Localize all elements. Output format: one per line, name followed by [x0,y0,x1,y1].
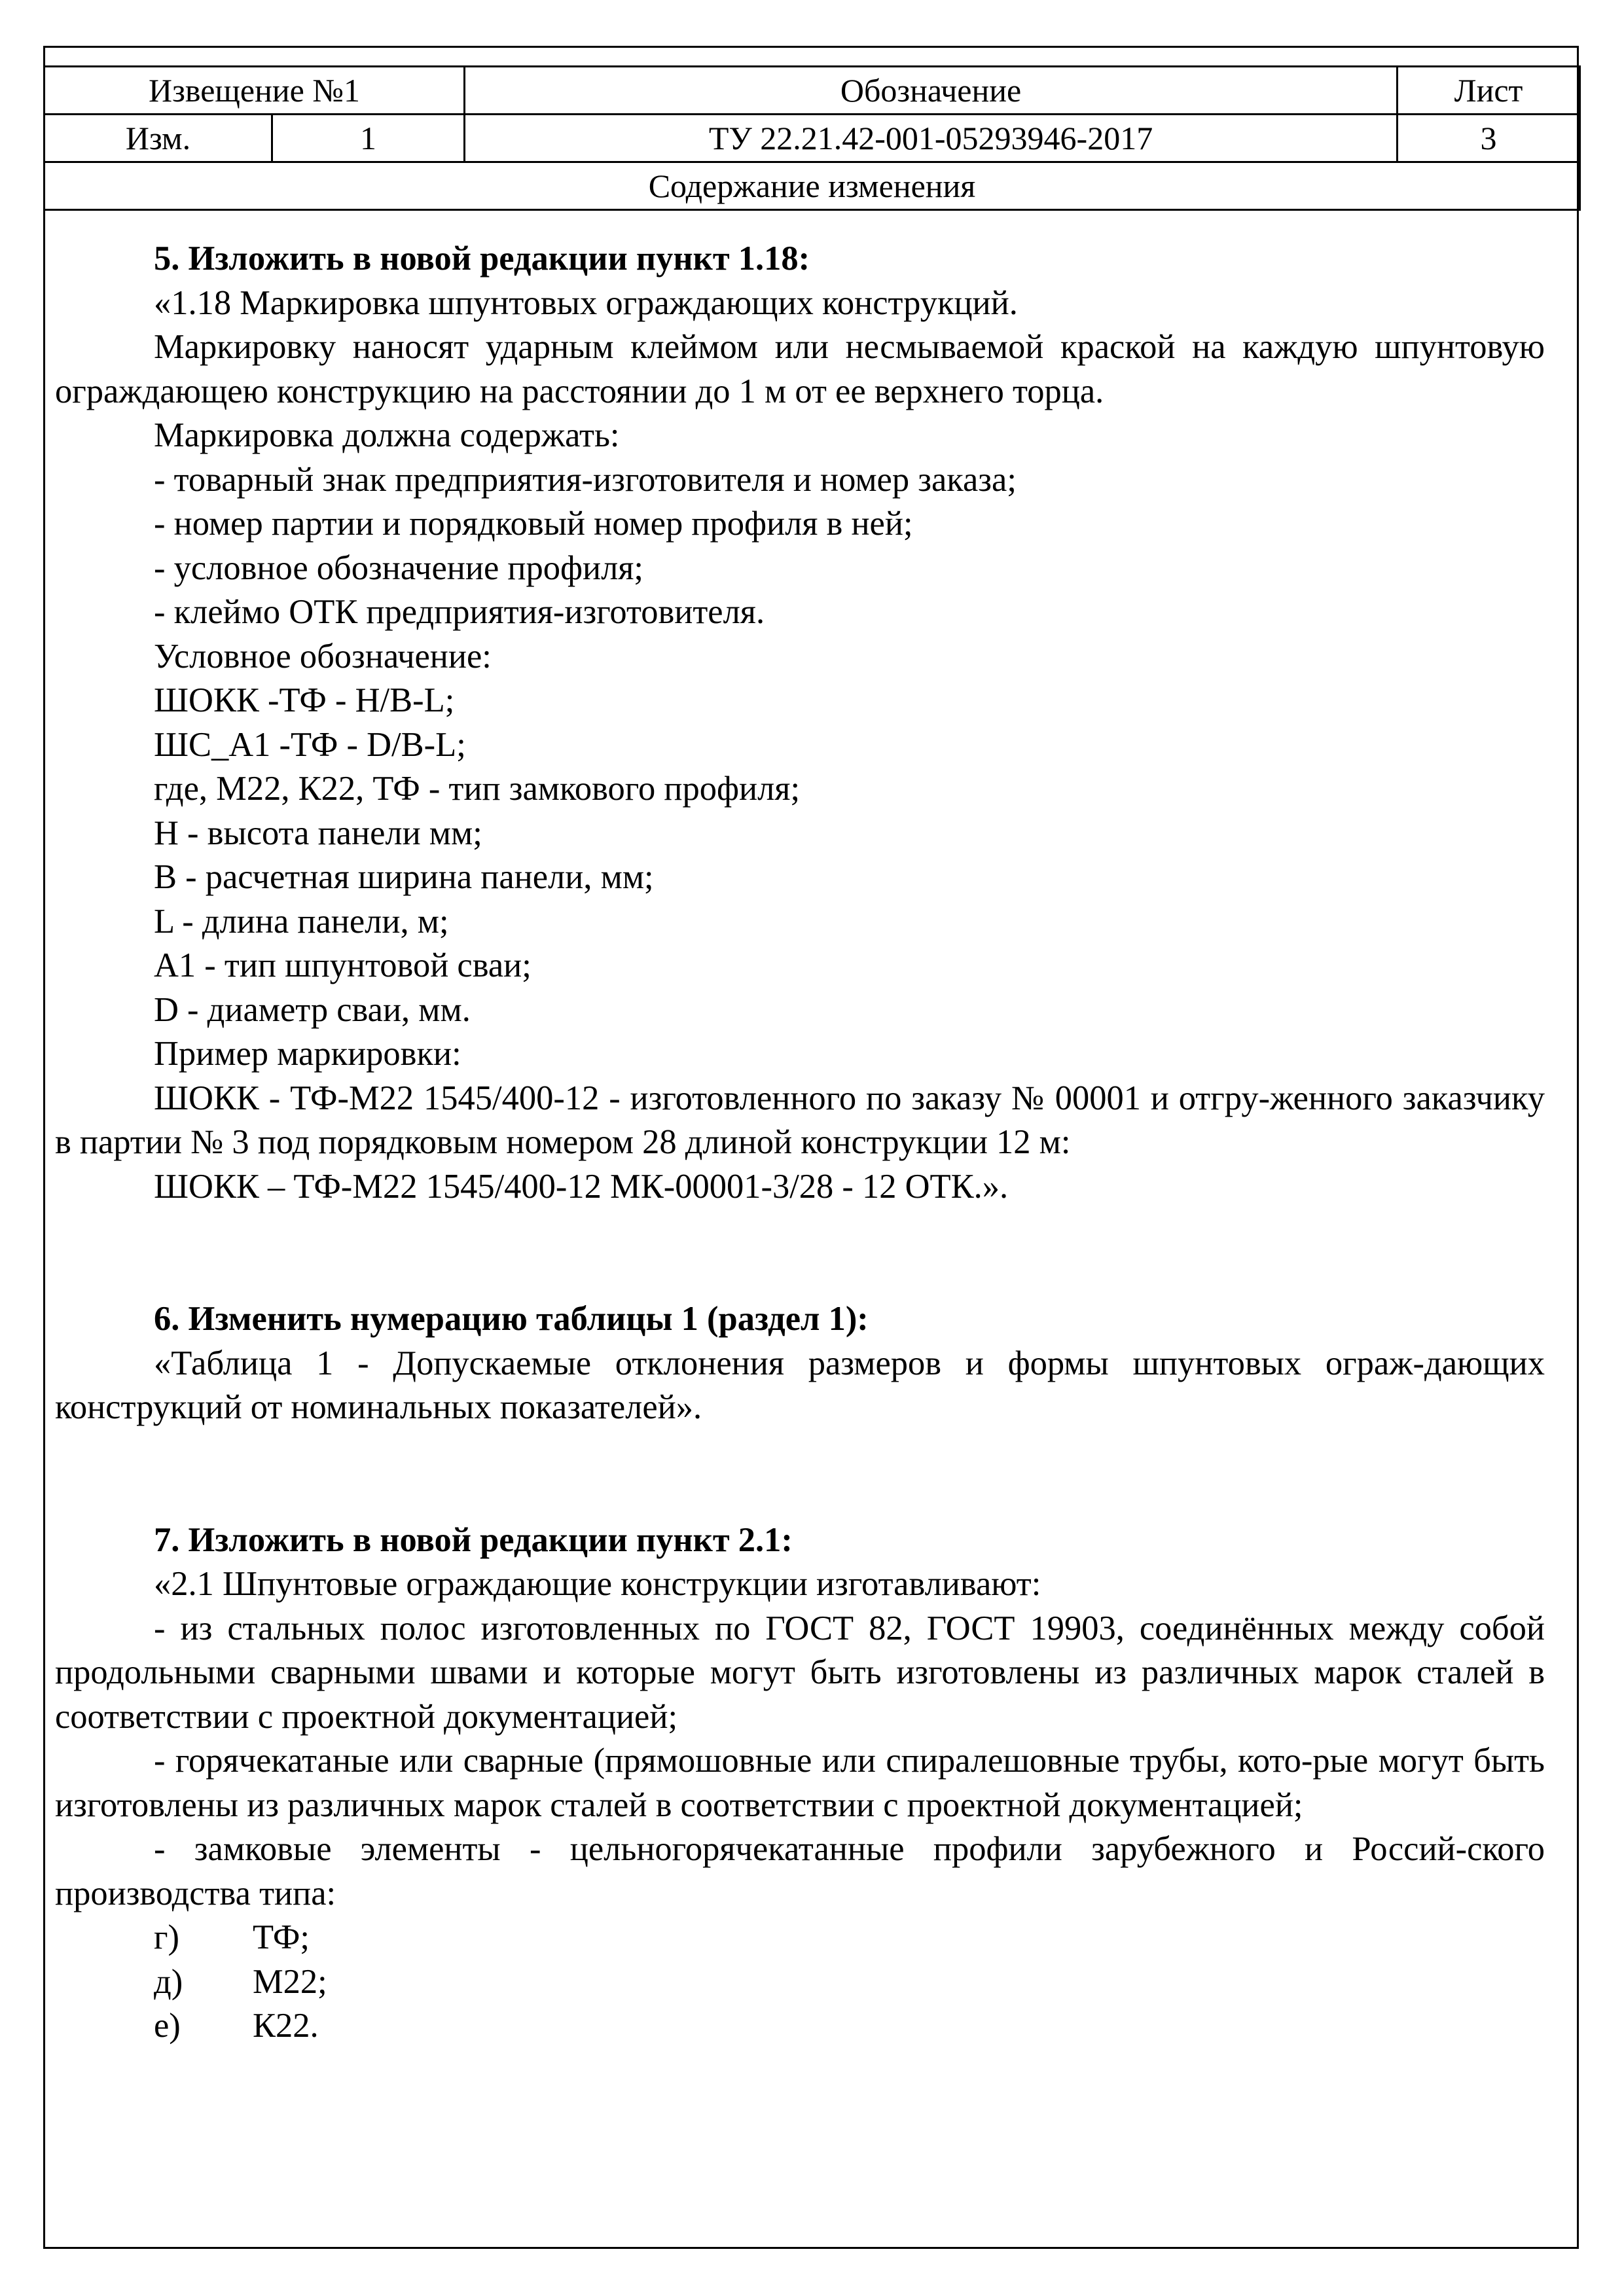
section-5-line: Маркировку наносят ударным клеймом или несмываемой краской на каждую шпунтовую ограждающею конструкцию на расстоянии до 1 м от ее верхнего торца. [55,328,1545,410]
section-7-line: «2.1 Шпунтовые ограждающие конструкции изготавливают: [154,1565,1041,1603]
sheet-label: Лист [1398,67,1580,115]
section-5-line: ШОКК – ТФ-М22 1545/400-12 МК-00001-3/28 - 12 ОТК.». [154,1167,1009,1206]
list-marker: д) [154,1962,183,2001]
section-5-line: А1 - тип шпунтовой сваи; [154,946,532,984]
list-item [154,2004,1545,2049]
section-5-line: B - расчетная ширина панели, мм; [154,858,654,896]
list-text: К22. [253,2007,319,2045]
spacer [154,1209,1545,1297]
title-block-row-2 [45,115,1580,162]
section-5-line: Условное обозначение: [154,637,492,675]
section-5-line: H - высота панели мм; [154,814,482,852]
title-block-table [43,65,1581,211]
title-block-row-1 [45,67,1580,115]
spacer [154,1430,1545,1518]
designation-label: Обозначение [465,67,1398,115]
section-5-line: ШОКК -ТФ - H/B-L; [154,681,455,719]
section-5-line: Маркировка должна содержать: [154,416,620,454]
section-7-line: - из стальных полос изготовленных по ГОСТ 82, ГОСТ 19903, соединённых между собой продольными сварными швами и которые могут быть изготовлены из различных марок сталей в соответствии с проектной документацией; [55,1609,1545,1736]
content-label: Содержание изменения [45,162,1580,210]
notice-label: Извещение №1 [45,67,465,115]
section-5-line: где, М22, К22, ТФ - тип замкового профиля; [154,770,801,808]
section-6-title: 6. Изменить нумерацию таблицы 1 (раздел 1): [154,1300,869,1338]
section-5-line: - номер партии и порядковый номер профиля в ней; [154,505,913,543]
section-5-line: D - диаметр сваи, мм. [154,990,471,1029]
section-5-line: L - длина панели, м; [154,902,449,941]
section-5-line: ШОКК - ТФ-М22 1545/400-12 - изготовленного по заказу № 00001 и отгру-женного заказчику в партии № 3 под порядковым номером 28 длиной конструкции 12 м: [55,1079,1545,1161]
section-5-line: - условное обозначение профиля; [154,548,644,587]
change-label: Изм. [45,115,272,162]
section-5-line: - клеймо ОТК предприятия-изготовителя. [154,593,765,631]
section-7-line: - замковые элементы - цельногорячекатанные профили зарубежного и Россий-ского производства типа: [55,1830,1545,1912]
section-5-line: «1.18 Маркировка шпунтовых ограждающих конструкций. [154,283,1018,322]
section-5-title: 5. Изложить в новой редакции пункт 1.18: [154,240,810,278]
list-text: М22; [253,1962,327,2001]
section-5-line: Пример маркировки: [154,1035,461,1073]
list-item [154,1960,1545,2005]
designation-value: ТУ 22.21.42-001-05293946-2017 [465,115,1398,162]
change-number: 1 [272,115,465,162]
sheet-value: 3 [1398,115,1580,162]
section-5-line: - товарный знак предприятия-изготовителя и номер заказа; [154,460,1017,499]
list-item [154,1916,1545,1960]
title-block-row-3 [45,162,1580,210]
document-body [55,237,1545,2049]
list-marker: г) [154,1918,180,1956]
section-5-line: ШС_А1 -ТФ - D/B-L; [154,725,466,764]
list-text: ТФ; [253,1918,310,1956]
section-6-line: «Таблица 1 - Допускаемые отклонения размеров и формы шпунтовых ограж-дающих конструкций от номинальных показателей». [55,1344,1545,1426]
section-7-line: - горячекатаные или сварные (прямошовные или спиралешовные трубы, кото-рые могут быть изготовлены из различных марок сталей в соответствии с проектной документацией; [55,1742,1545,1824]
section-7-title: 7. Изложить в новой редакции пункт 2.1: [154,1520,793,1559]
list-marker: е) [154,2007,181,2045]
